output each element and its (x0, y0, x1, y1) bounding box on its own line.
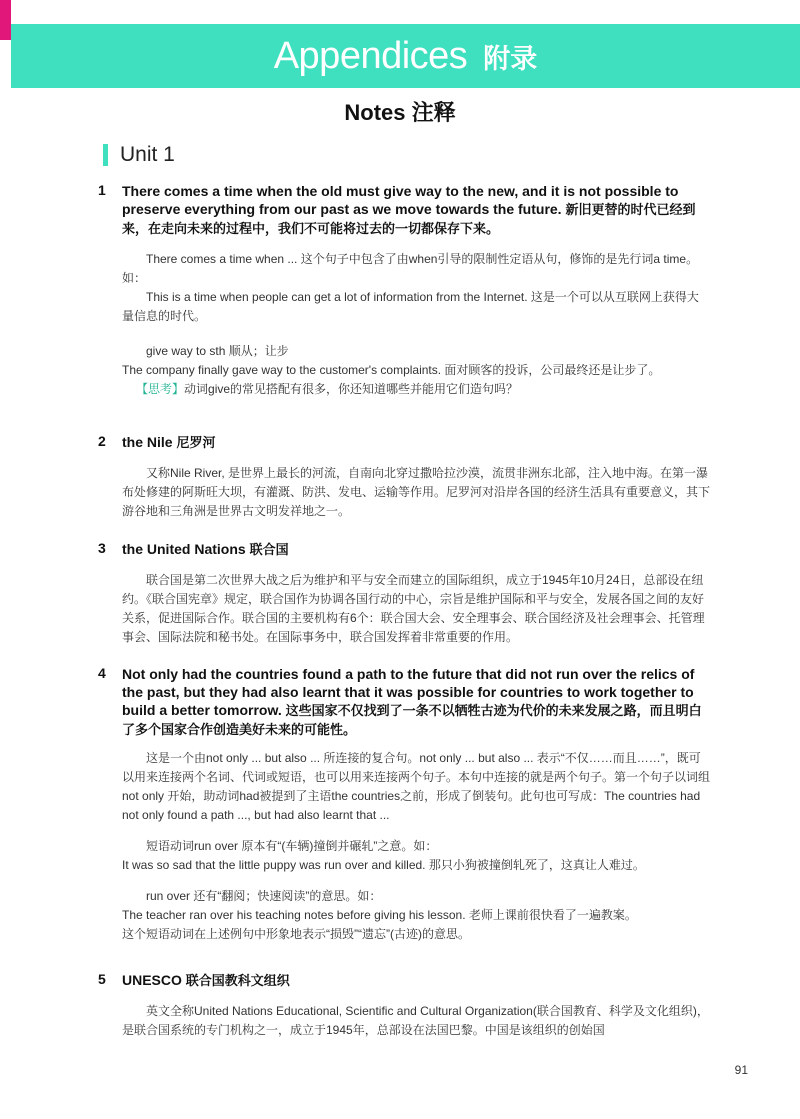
notes-title: Notes 注释 (344, 100, 456, 125)
think-text: 动词give的常见搭配有很多，你还知道哪些并能用它们造句吗？ (184, 382, 519, 396)
note-paragraph: 这是一个由not only ... but also ... 所连接的复合句。not only ... but also ... 表示“不仅……而且……”，既可以用来连接两个名词、代词或短语，也可以用来连接两个句子。本句中连接的就是两个句子。第一个句子以词组not only 开始，助动词had被提到了主语the countries之前，形成了倒装句。此句也可写成：The countries had not only found a path ..., but had also learnt that ... (122, 751, 711, 822)
note-5 (98, 971, 710, 1040)
note-number: 2 (98, 433, 106, 449)
note-example: The teacher ran over his teaching notes before giving his lesson. 老师上课前很快看了一遍教案。 (122, 908, 637, 922)
note-1 (98, 182, 710, 399)
think-tag: 【思考】 (136, 382, 185, 396)
note-number: 3 (98, 540, 106, 556)
note-heading-zh: 联合国教科文组织 (185, 973, 290, 988)
banner-title-en: Appendices (273, 35, 468, 77)
note-heading-en: Not only had the countries found a path to the future that did not run over the relics of the past, but they had also learnt that it was possible for countries to work together to build a better tomorrow. (122, 666, 695, 718)
note-example: It was so sad that the little puppy was run over and killed. 那只小狗被撞倒轧死了，这真让人难过。 (122, 858, 645, 872)
note-heading-zh: 新旧更替的时代已经到来，在走向未来的过程中，我们不可能将过去的一切都保存下来。 (122, 202, 696, 236)
note-body (122, 571, 710, 647)
note-example: This is a time when people can get a lot of information from the Internet. 这是一个可以从互联网上获得大量信息的时代。 (122, 290, 699, 323)
note-heading-en: UNESCO (122, 972, 182, 988)
note-heading-zh: 联合国 (249, 542, 289, 557)
note-heading (122, 665, 710, 739)
note-heading (122, 971, 710, 990)
page-edge-marker (0, 0, 11, 40)
note-paragraph: There comes a time when ... 这个句子中包含了由when引导的限制性定语从句，修饰的是先行词a time。如： (122, 252, 699, 285)
note-heading-en: the United Nations (122, 541, 246, 557)
note-heading (122, 433, 710, 452)
banner-title-zh: 附录 (483, 44, 538, 74)
note-4 (98, 665, 710, 944)
note-phrase: 短语动词run over 原本有“(车辆)撞倒并碾轧”之意。如： (146, 839, 438, 853)
appendices-banner (11, 24, 800, 88)
note-number: 1 (98, 182, 106, 198)
note-phrase: run over 还有“翻阅；快速阅读”的意思。如： (146, 889, 382, 903)
note-heading-zh: 尼罗河 (176, 435, 216, 450)
note-paragraph: 这个短语动词在上述例句中形象地表示“损毁”“遗忘”(古迹)的意思。 (122, 927, 470, 941)
note-2 (98, 433, 710, 521)
unit-heading: Unit 1 (103, 144, 175, 166)
note-paragraph: 英文全称United Nations Educational, Scientific and Cultural Organization(联合国教育、科学及文化组织)，是联合国系统的专门机构之一，成立于1945年，总部设在法国巴黎。中国是该组织的创始国 (122, 1004, 709, 1037)
note-heading-en: the Nile (122, 434, 173, 450)
note-body (122, 1002, 710, 1040)
note-phrase: give way to sth 顺从；让步 (146, 344, 289, 358)
note-body (122, 250, 710, 399)
note-body (122, 749, 710, 944)
note-3 (98, 540, 710, 647)
note-heading-en: There comes a time when the old must give way to the new, and it is not possible to preserve everything from our past as we move towards the future. (122, 183, 679, 217)
note-heading (122, 540, 710, 559)
note-body (122, 464, 710, 521)
note-number: 4 (98, 665, 106, 681)
note-heading (122, 182, 710, 238)
note-paragraph: 联合国是第二次世界大战之后为维护和平与安全而建立的国际组织，成立于1945年10月24日，总部设在纽约。《联合国宪章》规定，联合国作为协调各国行动的中心，宗旨是维护国际和平与安全，发展各国之间的友好关系，促进国际合作。联合国的主要机构有6个：联合国大会、安全理事会、联合国经济及社会理事会、托管理事会、国际法院和秘书处。在国际事务中，联合国发挥着非常重要的作用。 (122, 573, 705, 644)
note-number: 5 (98, 971, 106, 987)
think-prompt (122, 380, 710, 399)
note-example: The company finally gave way to the customer's complaints. 面对顾客的投诉，公司最终还是让步了。 (122, 363, 661, 377)
note-paragraph: 又称Nile River, 是世界上最长的河流，自南向北穿过撒哈拉沙漠，流贯非洲东北部，注入地中海。在第一瀑布处修建的阿斯旺大坝，有灌溉、防洪、发电、运输等作用。尼罗河对沿岸各国的经济生活具有重要意义，其下游谷地和三角洲是世界古文明发祥地之一。 (122, 466, 711, 518)
page-number: 91 (734, 1063, 748, 1077)
note-heading-zh: 这些国家不仅找到了一条不以牺牲古迹为代价的未来发展之路，而且明白了多个国家合作创造美好未来的可能性。 (122, 703, 702, 737)
